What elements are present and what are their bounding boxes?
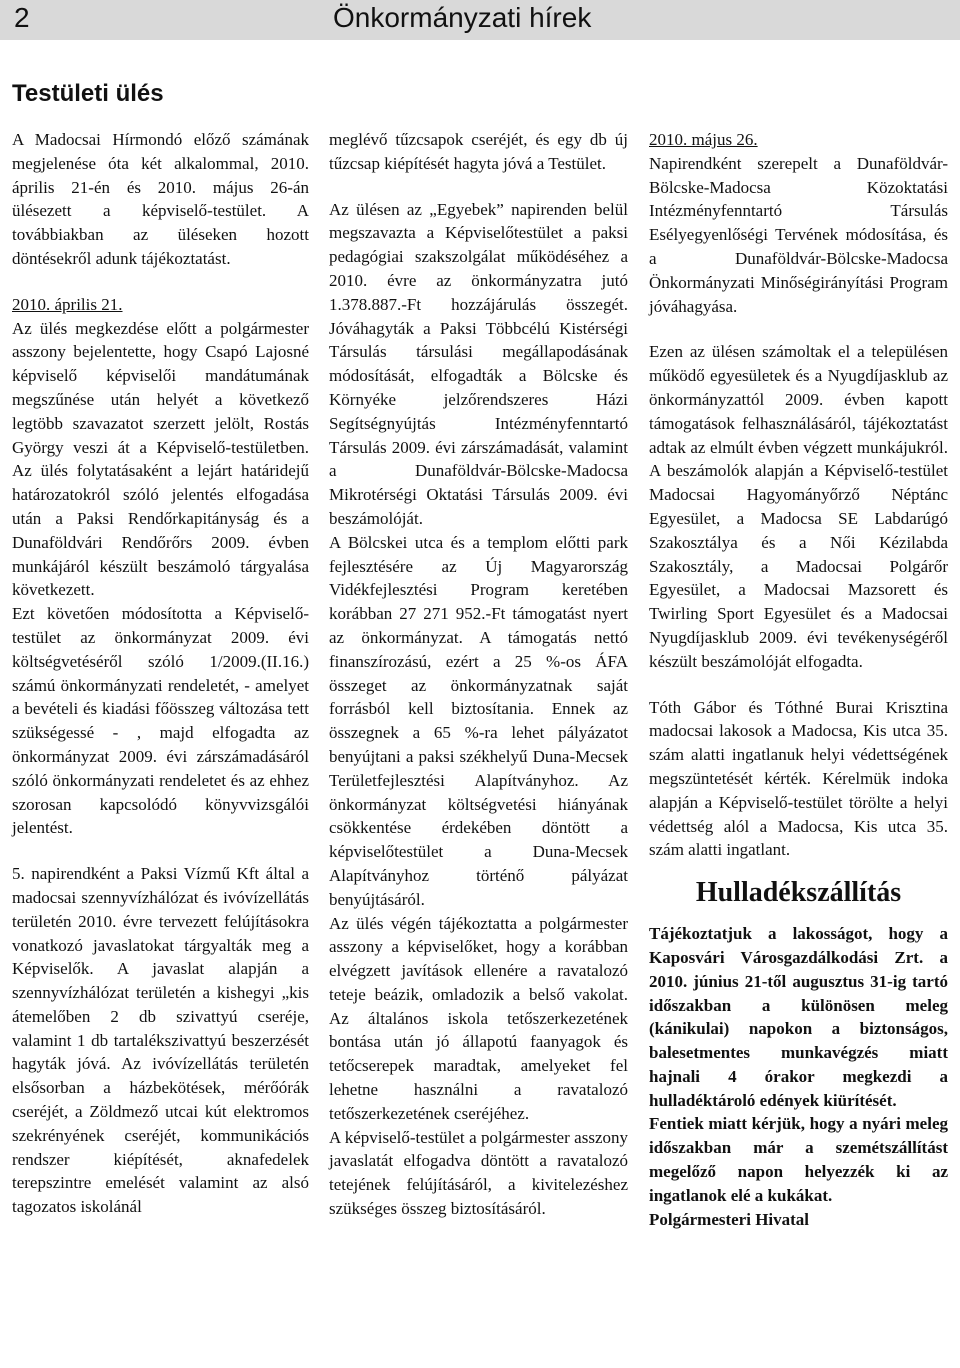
paragraph: Napirendként szerepelt a Dunaföldvár-Bölcske-Madocsa Közoktatási Intézményfenntartó Társulás Esélyegyenlőségi Tervének módosítása, és a Dunaföldvár-Bölcske-Madocsa Önkormányzati Minőségirányítási Program jóváhagyása.: [649, 153, 948, 316]
page-title: Önkormányzati hírek: [333, 2, 592, 33]
paragraph: Az ülés megkezdése előtt a polgármester asszony bejelentette, hogy Csapó Lajosné képviselő képviselői mandátumának megszűnése után helyét a következő legtöbb szavazatot szerzett jelölt, Rostás György veszi át a Képviselő-testületben. Az ülés folytatásaként a lejárt határidejű határozatokról szóló jelentés elfogadása után a Paksi Rendőrkapitányság és a Dunaföldvári Rendőrőrs 2009. évben munkájáról készült beszámoló tárgyalása következett.: [12, 318, 309, 600]
section-title: Testületi ülés: [12, 80, 164, 107]
signature: Polgármesteri Hivatal: [649, 1209, 810, 1229]
date-heading-may: 2010. május 26.: [649, 130, 758, 149]
column-3: [649, 128, 948, 1231]
intro-paragraph: A Madocsai Hírmondó előző számának megjelenése óta két alkalommal, 2010. április 21-én és 2010. május 26-án ülésezett a képviselő-testület. A továbbiakban az üléseken hozott döntésekről adunk tájékoztatást.: [12, 130, 309, 268]
hulladek-box: [649, 876, 948, 910]
hulladek-title: Hulladékszállítás: [695, 877, 902, 909]
notice-paragraph: Fentiek miatt kérjük, hogy a nyári meleg időszakban már a szemétszállítást megelőző napon helyezzék ki az ingatlanok elé a kukákat.: [649, 1114, 948, 1205]
date-heading-april: 2010. április 21.: [12, 294, 123, 314]
page-number: 2: [14, 2, 30, 33]
paragraph: Ezen az ülésen számoltak el a településen működő egyesületek és a Nyugdíjasklub az önkormányzattól 2009. évben kapott támogatások felhasználásáról, tájékoztatást adtak az elmúlt évben végzett munkájukról. A beszámolók alapján a Képviselő-testület Madocsai Hagyományőrző Néptánc Egyesület, a Madocsa SE Labdarúgó Szakosztálya és a Női Kézilabda Szakosztály, a Madocsai Polgárőr Egyesület, a Madocsai Mazsorett és Twirling Sport Egyesület és a Madocsai Nyugdíjasklub 2009. évi tevékenységéről készült beszámolóját elfogadta.: [649, 342, 948, 671]
paragraph: A Bölcskei utca és a templom előtti park fejlesztésére az Új Magyarország Vidékfejlesztési Program keretében korábban 27 271 952.-Ft támogatást nyert az önkormányzat. A támogatás nettó finanszírozású, ezért a 25 %-os ÁFA összeget az önkormányzatnak saját forrásból kell biztosítania. Ennek az összegnek a 65 %-ra lehet pályázatot benyújtani a paksi székhelyű Duna-Mecsek Területfejlesztési Alapítványhoz. Az önkormányzat költségvetési hiányának csökkentése érdekében döntött a képviselőtestület a Duna-Mecsek Alapítványhoz történő pályázat benyújtásáról.: [329, 532, 628, 909]
paragraph: Az ülésen az „Egyebek” napirenden belül megszavazta a Képviselőtestület a paksi pedagógiai szakszolgálat működéséhez a 2010. évre az önkormányzatra jutó 1.378.887.-Ft hozzájárulás összegét. Jóváhagyták a Paksi Többcélú Kistérségi Társulás társulási megállapodásának módosítását, elfogadták a Bölcske és Környéke jelzőrendszeres Házi Segítségnyújtás Intézményfenntartó Társulás 2009. évi zárszámadását, valamint a Dunaföldvár-Bölcske-Madocsa Mikrotérségi Oktatási Társulás 2009. évi beszámolóját.: [329, 199, 628, 528]
page-header: [0, 0, 960, 40]
column-2: [329, 128, 628, 1221]
paragraph: A képviselő-testület a polgármester asszony javaslatát elfogadva döntött a ravatalozó tetejének felújításáról, a kivitelezéshez szükséges összeg biztosításáról.: [329, 1127, 628, 1219]
paragraph: 5. napirendként a Paksi Vízmű Kft által a madocsai szennyvízhálózat és ivóvízellátás területén 2010. évre tervezett felújításokra vonatkozó javaslatokat tárgyalták meg a Képviselők. A javaslat alapján a szennyvízhálózat területén a kishegyi „kis átemelőben 2 db szivattyú cseréje, valamint 1 db tartalékszivattyú beszerzését hagyták jóvá. Az ivóvízellátás területén elsősorban a házbekötések, mérőórák cseréjét, a Zöldmező utcai kút elektromos szekrényének cseréjét, kommunikációs rendszer kiépítését, aknafedelek terepszintre emelését valamint az alsó tagozatos iskolánál: [12, 864, 309, 1217]
paragraph: meglévő tűzcsapok cseréjét, és egy db új tűzcsap kiépítését hagyta jóvá a Testület.: [329, 130, 628, 173]
column-1: [12, 128, 309, 1219]
paragraph: Tóth Gábor és Tóthné Burai Krisztina madocsai lakosok a Madocsa, Kis utca 35. szám alatti ingatlanuk helyi védettségének megszüntetését kérték. Kérelmük indoka alapján a Képviselő-testület törölte a helyi védettség alól a Madocsa, Kis utca 35. szám alatti ingatlant.: [649, 697, 948, 860]
paragraph: Az ülés végén tájékoztatta a polgármester asszony a képviselőket, hogy a korábban elvégzett javítások ellenére a ravatalozó teteje beázik, omladozik a belső vakolat. Az általános iskola tetőszerkezetének bontása után jó állapotú faanyagok és tetőcserepek maradtak, amelyeket fel lehetne használni a ravatalozó tetőszerkezetének cseréjéhez.: [329, 913, 628, 1123]
paragraph: Ezt követően módosította a Képviselő-testület az önkormányzat 2009. évi költségvetéséről szóló 1/2009.(II.16.) számú önkormányzati rendeletét, - amelyet a bevételi és kiadási főösszeg változása tett szükségessé - , majd elfogadta az önkormányzat 2009. évi zárszámadásáról szóló önkormányzati rendeletet és az ehhez szorosan kapcsolódó könyvvizsgálói jelentést.: [12, 604, 309, 838]
notice-paragraph: Tájékoztatjuk a lakosságot, hogy a Kaposvári Városgazdálkodási Zrt. a 2010. június 21-től augusztus 31-ig tartó időszakban a különösen meleg (kánikulai) napokon a biztonságos, balesetmentes munkavégzés miatt hajnali 4 órakor megkezdi a hulladéktároló edények kiürítését.: [649, 924, 948, 1110]
